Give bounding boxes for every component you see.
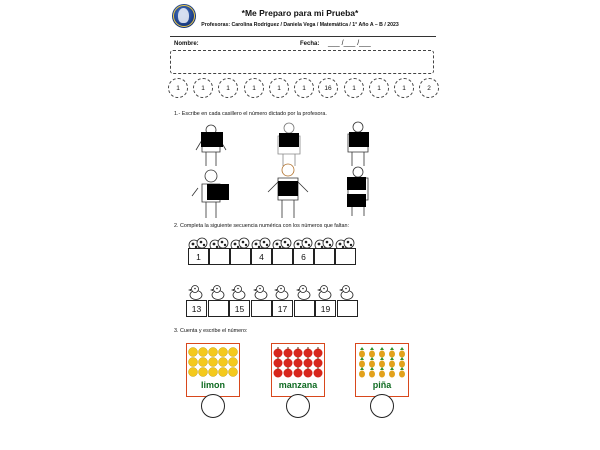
answer-bubble[interactable]: 1 [369, 78, 389, 98]
answer-bubble[interactable]: 2 [419, 78, 439, 98]
sequence-box[interactable]: 17 [272, 300, 293, 317]
q1-box-2[interactable] [279, 133, 299, 147]
sequence-box[interactable] [230, 248, 251, 265]
sequence-box[interactable] [314, 248, 335, 265]
question-3-prompt: 3. Cuenta y escribe el número: [174, 328, 248, 334]
duck-icon [229, 284, 249, 300]
count-card [271, 343, 325, 397]
header-divider [170, 36, 436, 37]
pineapple-icon-group [356, 346, 408, 378]
duck-icon [294, 284, 314, 300]
sequence-box[interactable]: 4 [251, 248, 272, 265]
answer-bubble[interactable]: 1 [294, 78, 314, 98]
count-card [186, 343, 240, 397]
name-label: Nombre: [174, 41, 199, 47]
q1-box-4[interactable] [207, 184, 229, 200]
answer-bubble[interactable]: 1 [244, 78, 264, 98]
question-2-prompt: 2. Completa la siguiente secuencia numérica con los números que faltan: [174, 223, 349, 229]
duck-icon [337, 284, 357, 300]
name-input-box[interactable] [170, 50, 434, 74]
duck-icon [272, 284, 292, 300]
count-card-label: limon [187, 380, 239, 390]
count-answer-circle[interactable] [370, 394, 394, 418]
count-card-label: piña [356, 380, 408, 390]
count-card [355, 343, 409, 397]
q1-box-5[interactable] [278, 181, 298, 196]
answer-bubble[interactable]: 1 [218, 78, 238, 98]
sequence-box[interactable]: 19 [315, 300, 336, 317]
sequence-box[interactable]: 15 [229, 300, 250, 317]
sequence-box[interactable] [209, 248, 230, 265]
answer-bubble[interactable]: 1 [193, 78, 213, 98]
duck-icon [186, 284, 206, 300]
sequence-box[interactable] [251, 300, 272, 317]
answer-bubble[interactable]: 1 [168, 78, 188, 98]
sequence-box[interactable] [337, 300, 358, 317]
sequence-box[interactable] [335, 248, 356, 265]
page-subtitle: Profesoras: Carolina Rodríguez / Daniela Vega / Matemática / 1° Año A – B / 2023 [201, 22, 399, 28]
q1-box-1[interactable] [201, 132, 223, 147]
answer-bubble[interactable]: 16 [318, 78, 338, 98]
q1-box-6b[interactable] [347, 194, 366, 207]
answer-bubble[interactable]: 1 [394, 78, 414, 98]
date-label: Fecha: [300, 41, 320, 47]
date-blank[interactable]: ___ /___ /___ [328, 40, 371, 47]
answer-bubble[interactable]: 1 [344, 78, 364, 98]
duck-icon [315, 284, 335, 300]
q1-figures [180, 118, 400, 226]
q1-box-3[interactable] [349, 132, 369, 147]
duck-icon [208, 284, 228, 300]
sequence-box[interactable]: 6 [293, 248, 314, 265]
count-answer-circle[interactable] [201, 394, 225, 418]
sequence-box[interactable] [294, 300, 315, 317]
sequence-box[interactable]: 1 [188, 248, 209, 265]
sequence-box[interactable]: 13 [186, 300, 207, 317]
sequence-box[interactable] [208, 300, 229, 317]
count-card-label: manzana [272, 380, 324, 390]
page-title: *Me Preparo para mi Prueba* [241, 8, 359, 18]
answer-bubble[interactable]: 1 [269, 78, 289, 98]
q1-box-6a[interactable] [347, 177, 366, 190]
lemon-icon-group [187, 346, 239, 378]
duck-icon [251, 284, 271, 300]
apple-icon-group [272, 346, 324, 378]
question-1-prompt: 1.- Escribe en cada casillero el número dictado por la profesora. [174, 111, 327, 117]
figure-person-6 [348, 167, 368, 216]
count-answer-circle[interactable] [286, 394, 310, 418]
sequence-box[interactable] [272, 248, 293, 265]
